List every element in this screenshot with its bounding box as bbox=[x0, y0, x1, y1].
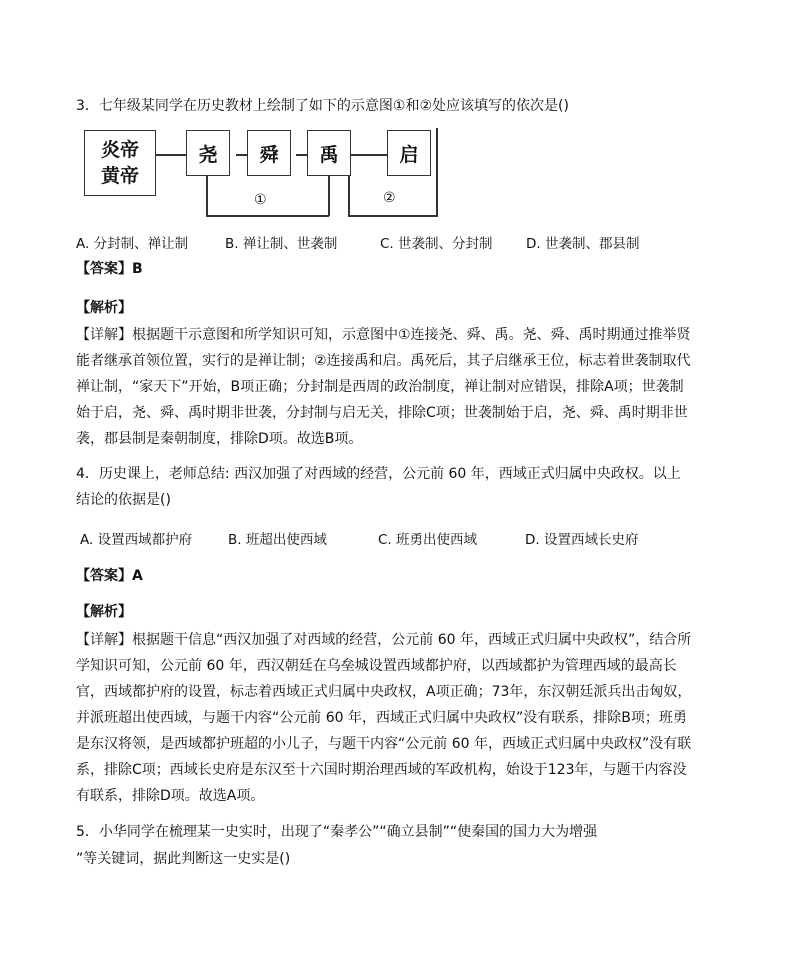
q3-stem: 3．七年级某同学在历史教材上绘制了如下的示意图①和②处应该填写的依次是() bbox=[76, 98, 569, 114]
q4-option-c: C. 班勇出使西域 bbox=[378, 532, 478, 548]
q3-diagram bbox=[78, 128, 438, 220]
box-yu: 禹 bbox=[307, 130, 351, 176]
q3-analysis-title: 【解析】 bbox=[76, 300, 132, 316]
q4-stem-line1: 4．历史课上，老师总结: 西汉加强了对西域的经营，公元前 60 年，西域正式归属中央政权。以上 bbox=[76, 466, 681, 482]
q3-option-c: C. 世袭制、分封制 bbox=[380, 236, 493, 252]
q5-stem-line2: ”等关键词，据此判断这一史实是() bbox=[76, 851, 291, 867]
q3-option-b: B. 禅让制、世袭制 bbox=[225, 236, 338, 252]
q3-option-a: A. 分封制、禅让制 bbox=[76, 236, 189, 252]
box-huangdi-label: 黄帝 bbox=[100, 165, 139, 187]
q4-stem-line2: 结论的依据是() bbox=[76, 492, 171, 508]
q3-option-d: D. 世袭制、郡县制 bbox=[526, 236, 640, 252]
box-yan-huang bbox=[84, 130, 156, 196]
q4-analysis-title: 【解析】 bbox=[76, 604, 132, 620]
box-yandi-label: 炎帝 bbox=[100, 139, 139, 161]
box-shun: 舜 bbox=[247, 130, 291, 176]
box-yao: 尧 bbox=[186, 130, 230, 176]
box-qi: 启 bbox=[387, 130, 431, 176]
q4-detail: 【详解】根据题干信息“西汉加强了对西域的经营，公元前 60 年，西域正式归属中央政权”，结合所学知识可知，公元前 60 年，西汉朝廷在乌垒城设置西域都护府，以西域都护为管理西域的最高长官，西域都护府的设置，标志着西域正式归属中央政权，A项正确；73年，东汉朝廷派兵出击匈奴，并派班超出使西域，与题干内容“公元前 60 年，西域正式归属中央政权”没有联系，排除B项；班勇是东汉将领，是西域都护班超的小儿子，与题干内容“公元前 60 年，西域正式归属中央政权”没有联系，排除C项；西域长史府是东汉至十六国时期治理西域的军政机构，始设于123年，与题干内容没有联系，排除D项。故选A项。 bbox=[76, 632, 692, 804]
mark-2: ② bbox=[383, 190, 396, 206]
q3-detail: 【详解】根据题干示意图和所学知识可知，示意图中①连接尧、舜、禹。尧、舜、禹时期通过推举贤能者继承首领位置，实行的是禅让制；②连接禹和启。禹死后，其子启继承王位，标志着世袭制取代禅让制，“家天下”开始，B项正确；分封制是西周的政治制度，禅让制对应错误，排除A项；世袭制始于启，尧、舜、禹时期非世袭，分封制与启无关，排除C项；世袭制始于启，尧、舜、禹时期非世袭，郡县制是秦朝制度，排除D项。故选B项。 bbox=[76, 327, 691, 447]
q4-answer: 【答案】A bbox=[76, 568, 143, 584]
q5-stem-line1: 5．小华同学在梳理某一史实时，出现了“秦孝公”“确立县制”“使秦国的国力大为增强 bbox=[76, 824, 598, 840]
q4-option-b: B. 班超出使西域 bbox=[228, 532, 327, 548]
mark-1: ① bbox=[254, 192, 267, 208]
q3-answer: 【答案】B bbox=[76, 261, 143, 277]
q4-option-a: A. 设置西域都护府 bbox=[80, 532, 193, 548]
q4-option-d: D. 设置西域长史府 bbox=[525, 532, 639, 548]
